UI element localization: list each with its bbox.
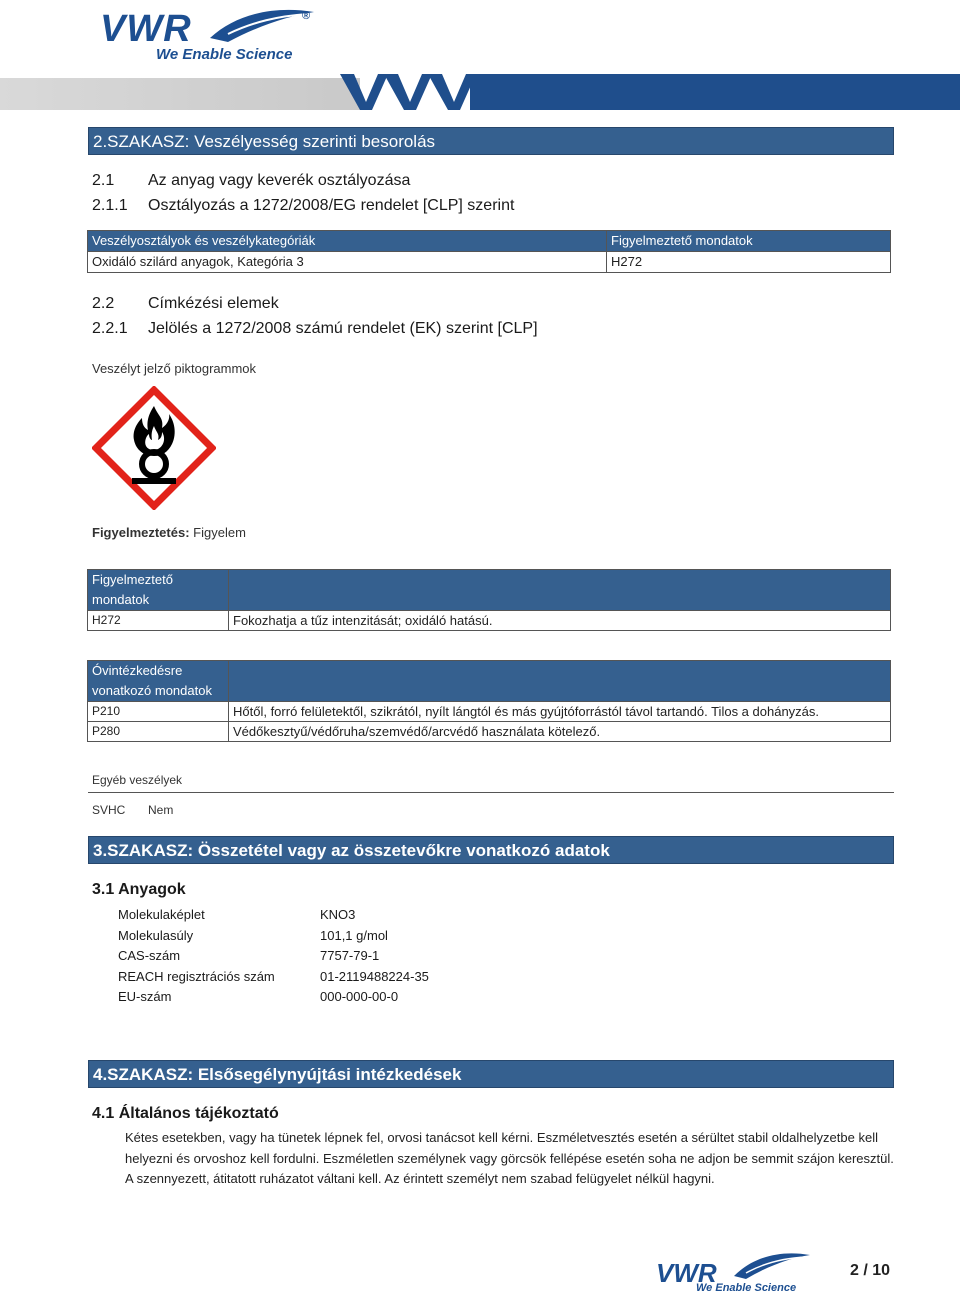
table-header-row bbox=[88, 661, 891, 702]
table-row bbox=[88, 252, 891, 273]
table-cell-text: Fokozhatja a tűz intenzitását; oxidáló hatású. bbox=[229, 611, 891, 631]
header-line: mondatok bbox=[92, 592, 150, 607]
table-header-cell bbox=[229, 570, 891, 611]
property-key: REACH regisztrációs szám bbox=[118, 969, 275, 984]
table-cell-text: Védőkesztyű/védőruha/szemvédő/arcvédő használata kötelező. bbox=[229, 722, 891, 742]
subsection-2-1 bbox=[92, 172, 410, 190]
section-4-header: 4.SZAKASZ: Elsősegélynyújtási intézkedések bbox=[88, 1060, 894, 1088]
subsection-number: 2.2 bbox=[92, 295, 115, 312]
property-key: Molekulasúly bbox=[118, 928, 194, 943]
subsection-number: 2.1 bbox=[92, 172, 115, 189]
svhc-value: Nem bbox=[148, 803, 174, 817]
footer-vwr-logo bbox=[656, 1250, 816, 1296]
table-cell: H272 bbox=[607, 252, 891, 273]
leaf-swoosh-icon bbox=[732, 1252, 812, 1280]
subsection-2-2 bbox=[92, 295, 279, 313]
property-value: 000-000-00-0 bbox=[320, 989, 399, 1004]
svhc-label: SVHC bbox=[92, 803, 126, 817]
table-header-cell bbox=[88, 661, 229, 702]
table-cell: Oxidáló szilárd anyagok, Kategória 3 bbox=[88, 252, 607, 273]
subsection-title: Az anyag vagy keverék osztályozása bbox=[148, 172, 411, 189]
table-header-row bbox=[88, 570, 891, 611]
table-header-cell: Veszélyosztályok és veszélykategóriák bbox=[88, 231, 607, 252]
table-header-cell bbox=[88, 570, 229, 611]
signal-word bbox=[92, 525, 246, 540]
property-key: EU-szám bbox=[118, 989, 172, 1004]
header-chevrons-icon bbox=[330, 72, 490, 112]
subsection-2-2-1 bbox=[92, 320, 538, 338]
table-cell-text: Hőtől, forró felületektől, szikrától, nyílt lángtól és más gyújtóforrástól távol tartandó. Tilos a dohányzás. bbox=[229, 702, 891, 722]
table-cell-code: H272 bbox=[88, 611, 229, 631]
subsection-title: Osztályozás a 1272/2008/EG rendelet [CLP] szerint bbox=[148, 197, 515, 214]
table-header-row bbox=[88, 231, 891, 252]
signal-word-value: Figyelem bbox=[193, 525, 246, 540]
section-3-header: 3.SZAKASZ: Összetétel vagy az összetevőkre vonatkozó adatok bbox=[88, 836, 894, 864]
table-header-cell bbox=[229, 661, 891, 702]
ghs03-oxidizer-icon bbox=[92, 386, 216, 510]
subsection-number: 2.2.1 bbox=[92, 320, 128, 337]
property-key: Molekulaképlet bbox=[118, 907, 205, 922]
subsection-3-1: 3.1 Anyagok bbox=[92, 881, 186, 898]
precautionary-statements-table bbox=[87, 660, 891, 742]
table-cell-code: P210 bbox=[88, 702, 229, 722]
other-hazards-label: Egyéb veszélyek bbox=[92, 773, 183, 787]
property-value: 101,1 g/mol bbox=[320, 928, 388, 943]
property-value: 01-2119488224-35 bbox=[320, 969, 429, 984]
property-value: 7757-79-1 bbox=[320, 948, 380, 963]
vwr-logo bbox=[96, 6, 326, 66]
subsection-2-1-1 bbox=[92, 197, 514, 215]
property-value: KNO3 bbox=[320, 907, 356, 922]
property-key: CAS-szám bbox=[118, 948, 181, 963]
hazard-statements-table bbox=[87, 569, 891, 631]
logo-tagline: We Enable Science bbox=[156, 46, 293, 63]
divider bbox=[88, 792, 894, 793]
header-band-blue bbox=[470, 74, 960, 110]
signal-word-label: Figyelmeztetés: bbox=[92, 525, 190, 540]
header-line: Óvintézkedésre bbox=[92, 663, 183, 678]
table-cell-code: P280 bbox=[88, 722, 229, 742]
table-row bbox=[88, 722, 891, 742]
subsection-title: Címkézési elemek bbox=[148, 295, 279, 312]
table-header-cell: Figyelmeztető mondatok bbox=[607, 231, 891, 252]
logo-brand: VWR bbox=[656, 1258, 717, 1288]
header-line: Figyelmeztető bbox=[92, 572, 173, 587]
section-2-header: 2.SZAKASZ: Veszélyesség szerinti besorolás bbox=[88, 127, 894, 155]
header-line: vonatkozó mondatok bbox=[92, 683, 212, 698]
table-row bbox=[88, 702, 891, 722]
pictograms-label: Veszélyt jelző piktogrammok bbox=[92, 361, 257, 376]
page-number: 2 / 10 bbox=[850, 1262, 891, 1279]
subsection-number: 2.1.1 bbox=[92, 197, 128, 214]
subsection-4-1: 4.1 Általános tájékoztató bbox=[92, 1105, 279, 1122]
table-row bbox=[88, 611, 891, 631]
logo-registered: ® bbox=[302, 10, 311, 22]
header-band-grey bbox=[0, 78, 360, 110]
logo-brand: VWR bbox=[100, 8, 192, 50]
classification-table bbox=[87, 230, 891, 273]
logo-tagline: We Enable Science bbox=[696, 1282, 797, 1294]
general-info-paragraph: Kétes esetekben, vagy ha tünetek lépnek fel, orvosi tanácsot kell kérni. Eszméletvesztés esetén a sérültet stabil oldalhelyzetbe kell helyezni és orvoshoz kell fordulni. Eszméletlen személynek vagy görcsök fellépése esetén soha ne adjon be semmit szájon keresztül. A szennyezett, átitatott ruházatot váltani kell. Az érintett személyt nem szabad felügyelet nélkül hagyni. bbox=[125, 1130, 894, 1186]
subsection-title: Jelölés a 1272/2008 számú rendelet (EK) szerint [CLP] bbox=[148, 320, 538, 337]
